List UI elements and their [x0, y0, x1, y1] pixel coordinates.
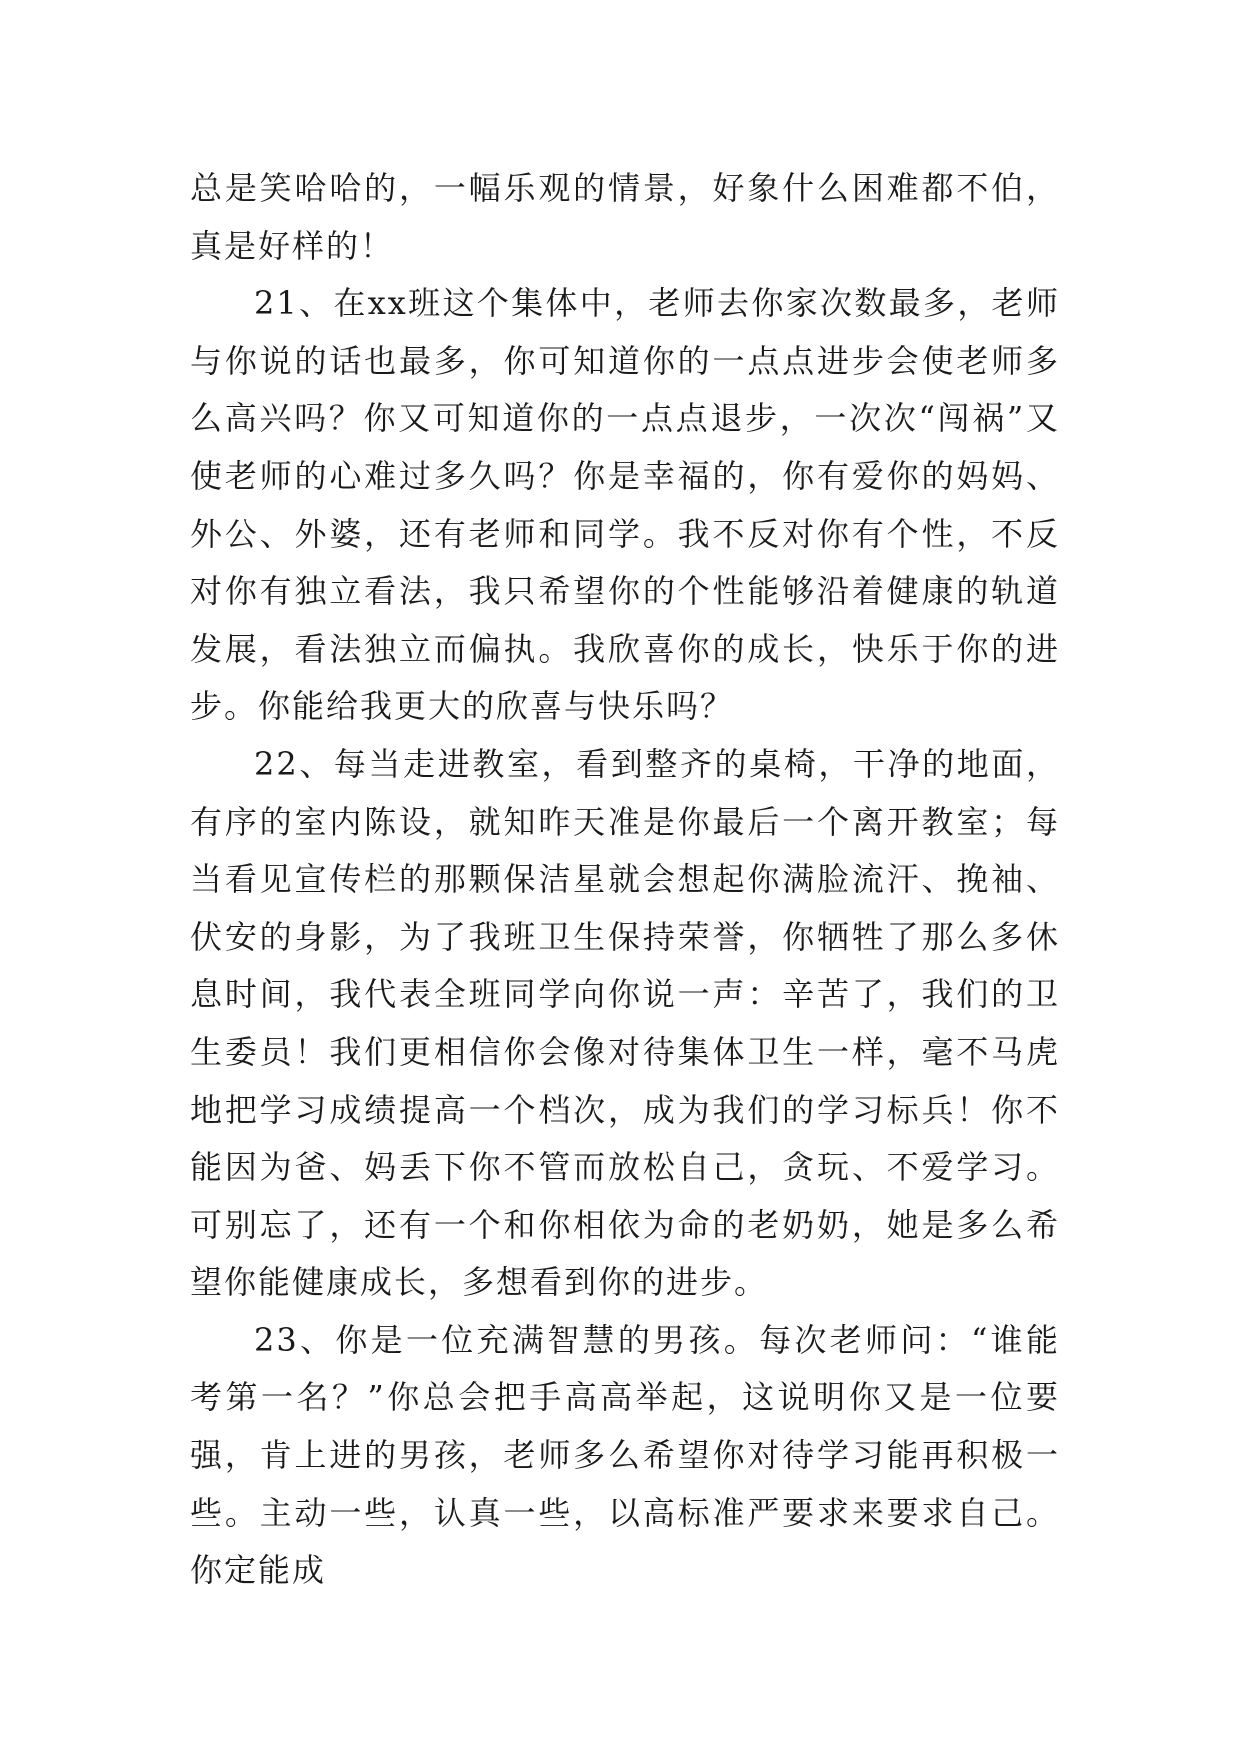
paragraph-23: 23、你是一位充满智慧的男孩。每次老师问：“谁能考第一名？”你总会把手高高举起，这说明你又是一位要强，肯上进的男孩，老师多么希望你对待学习能再积极一些。主动一些，认真一些，以高标准严要求来要求自己。你定能成 [190, 1320, 1060, 1590]
paragraph-continued: 总是笑哈哈的，一幅乐观的情景，好象什么困难都不伯，真是好样的！ [190, 169, 1060, 265]
document-body [190, 160, 1060, 1600]
paragraph-22: 22、每当走进教室，看到整齐的桌椅，干净的地面，有序的室内陈设，就知昨天准是你最后一个离开教室；每当看见宣传栏的那颗保洁星就会想起你满脸流汗、挽袖、伏安的身影，为了我班卫生保持荣誉，你牺牲了那么多休息时间，我代表全班同学向你说一声：辛苦了，我们的卫生委员！我们更相信你会像对待集体卫生一样，毫不马虎地把学习成绩提高一个档次，成为我们的学习标兵！你不能因为爸、妈丢下你不管而放松自己，贪玩、不爱学习。可别忘了，还有一个和你相依为命的老奶奶，她是多么希望你能健康成长，多想看到你的进步。 [190, 744, 1060, 1302]
paragraph-21: 21、在xx班这个集体中，老师去你家次数最多，老师与你说的话也最多，你可知道你的一点点进步会使老师多么高兴吗？你又可知道你的一点点退步，一次次“闯祸”又使老师的心难过多久吗？你是幸福的，你有爱你的妈妈、外公、外婆，还有老师和同学。我不反对你有个性，不反对你有独立看法，我只希望你的个性能够沿着健康的轨道发展，看法独立而偏执。我欣喜你的成长，快乐于你的进步。你能给我更大的欣喜与快乐吗？ [190, 284, 1060, 726]
